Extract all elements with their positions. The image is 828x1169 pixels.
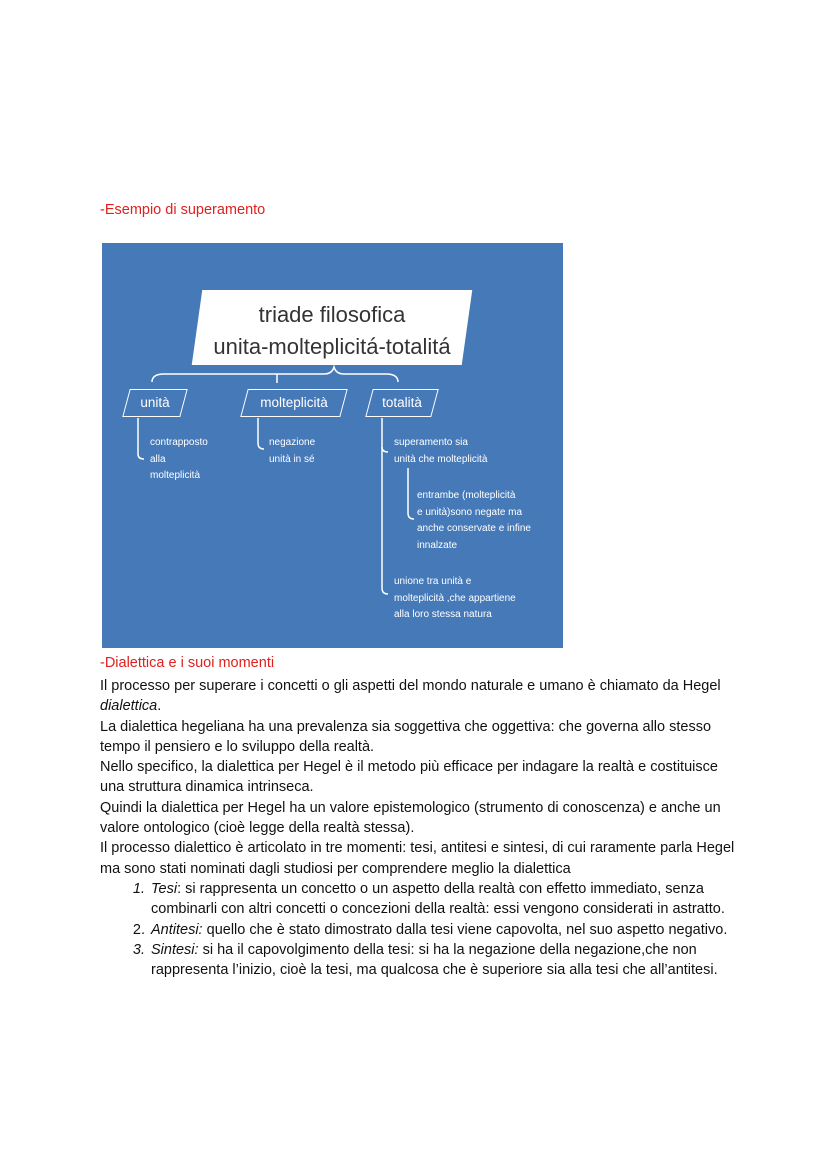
leaf-line: entrambe (molteplicità	[417, 490, 516, 501]
leaf-totalita-entrambe	[417, 488, 531, 554]
leaf-unita	[150, 435, 208, 485]
node-molteplicita-label: molteplicità	[260, 395, 328, 410]
leaf-line: molteplicità	[150, 470, 201, 481]
paragraph-4: Quindi la dialettica per Hegel ha un valore epistemologico (strumento di conoscenza) e anche un valore ontologico (cioè legge della realtà stessa).	[100, 799, 721, 837]
text-run-italic: dialettica	[100, 698, 158, 715]
body-text	[100, 676, 740, 980]
node-unita-label: unità	[140, 395, 170, 410]
diagram-title	[197, 299, 467, 363]
moments-list	[100, 879, 740, 980]
leaf-line: e unità)sono negate ma	[417, 506, 523, 518]
list-item	[149, 879, 740, 920]
leaf-line: molteplicità ,che appartiene	[394, 592, 516, 604]
paragraph-1	[100, 676, 740, 717]
list-item	[149, 940, 740, 981]
leaf-line: unione tra unità e	[394, 576, 472, 587]
leaf-line: alla loro stessa natura	[394, 609, 492, 620]
list-item	[149, 920, 740, 940]
leaf-line: negazione	[269, 437, 316, 448]
leaf-line: contrapposto	[150, 437, 208, 448]
leaf-line: superamento sia	[394, 437, 468, 448]
list-term: Tesi	[151, 880, 178, 897]
list-text: si rappresenta un concetto o un aspetto della realtà con effetto immediato, senza combinarli con altri concetti o concezioni della realtà: essi vengono considerati in astratto.	[151, 880, 725, 918]
text-run: .	[157, 698, 162, 715]
section-heading-esempio: -Esempio di superamento	[100, 202, 266, 218]
list-text: si ha il capovolgimento della tesi: si ha la negazione della negazione,che non rappresenta l’inizio, cioè la tesi, ma qualcosa che è superiore sia alla tesi che all’antitesi.	[151, 941, 718, 979]
leaf-totalita-superamento	[394, 435, 487, 468]
section-heading-dialettica: -Dialettica e i suoi momenti	[100, 655, 275, 671]
paragraph-5: Il processo dialettico è articolato in tre momenti: tesi, antitesi e sintesi, di cui raramente parla Hegel ma sono stati nominati dagli studiosi per comprendere meglio la dialettica	[100, 840, 735, 877]
title-line-1: triade filosofica	[258, 302, 406, 327]
list-term: Antitesi:	[151, 921, 203, 938]
text-run: Il processo per superare i concetti o gli aspetti del mondo naturale e umano è chiamato da Hegel	[100, 678, 721, 694]
list-sep: :	[177, 880, 186, 897]
leaf-line: innalzate	[417, 539, 458, 551]
paragraph-2: La dialettica hegeliana ha una prevalenza sia soggettiva che oggettiva: che governa allo stesso tempo il pensiero e lo sviluppo della realtà.	[100, 718, 712, 755]
title-line-2: unita-molteplicitá-totalitá	[213, 334, 451, 359]
leaf-line: alla	[150, 453, 166, 465]
concept-diagram	[102, 243, 563, 648]
leaf-totalita-unione	[394, 574, 516, 624]
leaf-line: anche conservate e infine	[417, 523, 531, 534]
leaf-molteplicita	[269, 435, 315, 468]
leaf-line: unità in sé	[269, 453, 315, 465]
list-text: quello che è stato dimostrato dalla tesi viene capovolta, nel suo aspetto negativo.	[206, 921, 728, 938]
leaf-line: unità che molteplicità	[394, 453, 488, 465]
list-term: Sintesi:	[151, 941, 199, 958]
paragraph-3: Nello specifico, la dialettica per Hegel è il metodo più efficace per indagare la realtà e costituisce una struttura dinamica intrinseca.	[100, 759, 718, 796]
node-totalita-label: totalità	[382, 395, 422, 410]
